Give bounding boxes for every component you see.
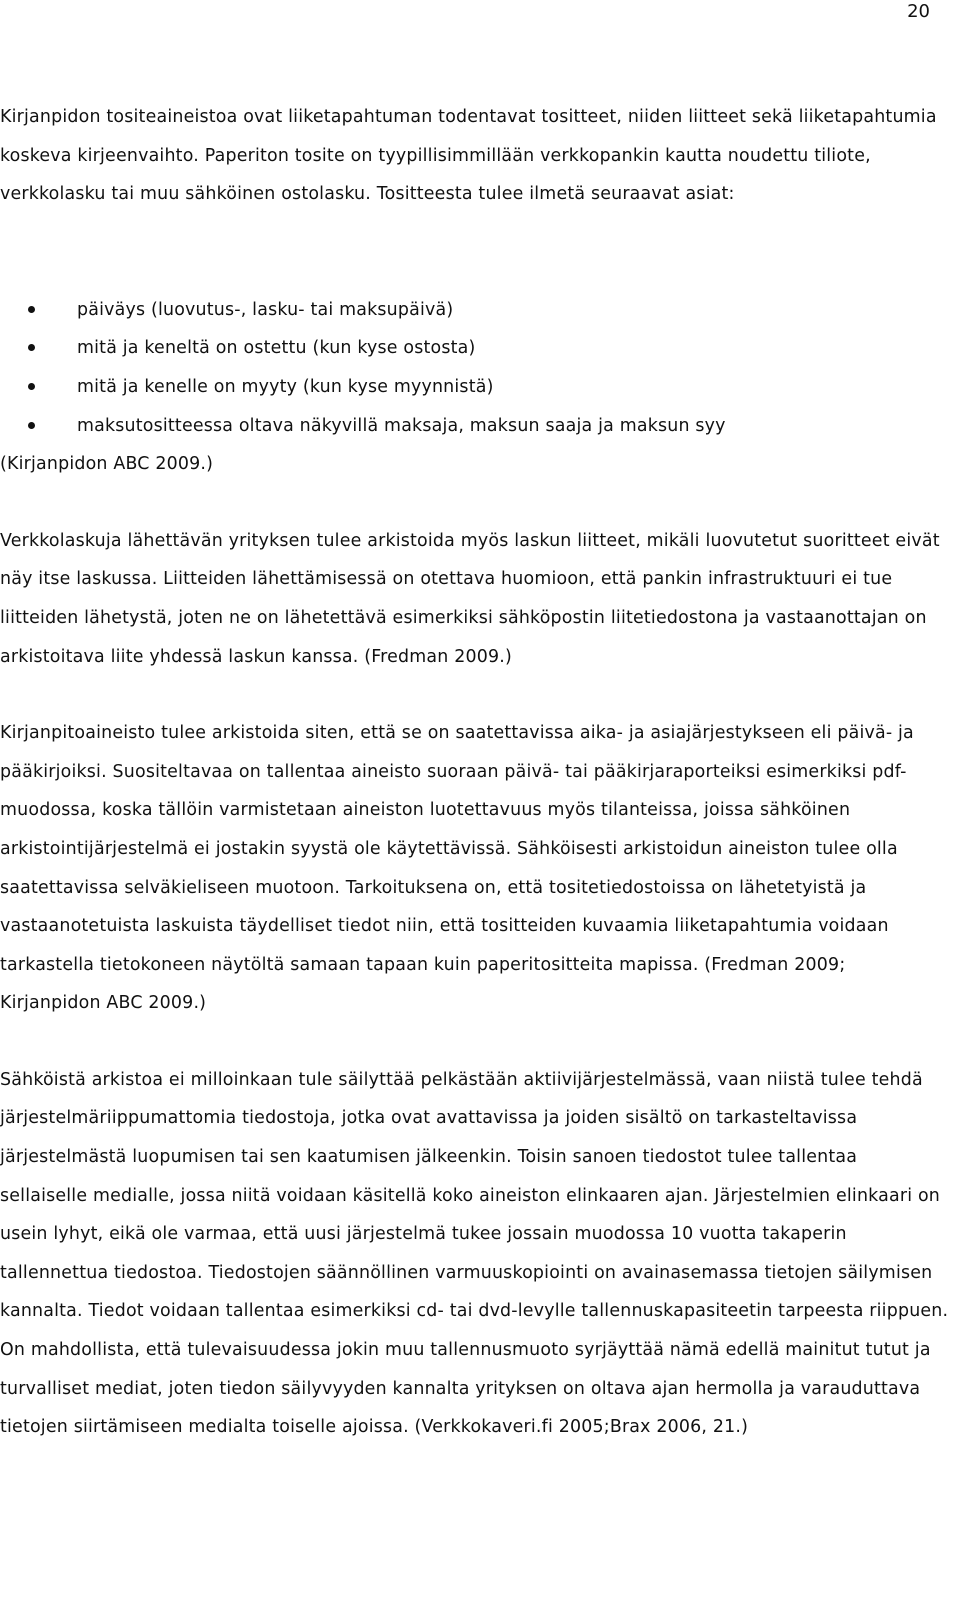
page-number: 20 <box>907 1 930 22</box>
list-item <box>0 407 950 446</box>
spacer <box>0 484 950 522</box>
bullet-icon <box>28 344 35 351</box>
list-item-text: mitä ja keneltä on ostettu (kun kyse ostosta) <box>77 338 476 359</box>
paragraph-2: Verkkolaskuja lähettävän yrityksen tulee arkistoida myös laskun liitteet, mikäli luovutetut suoritteet eivät näy itse laskussa. Liitteiden lähettämisessä on otettava huomioon, että pankin infrastruktuuri ei tue liitteiden lähetystä, joten ne on lähetettävä esimerkiksi sähköpostin liitetiedostona ja vastaanottajan on arkistoitava liite yhdessä laskun kanssa. (Fredman 2009.) <box>0 530 940 667</box>
bullet-icon <box>28 422 35 429</box>
list-item <box>0 329 950 368</box>
bullet-list <box>0 291 950 445</box>
spacer <box>0 676 950 714</box>
list-item-text: päiväys (luovutus-, lasku- tai maksupäivä) <box>77 299 454 320</box>
bullet-icon <box>28 383 35 390</box>
paragraph-4: Sähköistä arkistoa ei milloinkaan tule säilyttää pelkästään aktiivijärjestelmässä, vaan niistä tulee tehdä järjestelmäriippumattomia tiedostoja, jotka ovat avattavissa ja joiden sisältö on tarkasteltavissa järjestelmästä luopumisen tai sen kaatumisen jälkeenkin. Toisin sanoen tiedostot tulee tallentaa sellaiselle medialle, jossa niitä voidaan käsitellä koko aineiston elinkaaren ajan. Järjestelmien elinkaari on usein lyhyt, eikä ole varmaa, että uusi järjestelmä tukee jossain muodossa 10 vuotta takaperin tallennettua tiedostoa. Tiedostojen säännöllinen varmuuskopiointi on avainasemassa tietojen säilymisen kannalta. Tiedot voidaan tallentaa esimerkiksi cd- tai dvd-levylle tallennuskapasiteetin tarpeesta riippuen. On mahdollista, että tulevaisuudessa jokin muu tallennusmuoto syrjäyttää nämä edellä mainitut tutut ja turvalliset mediat, joten tiedon säilyvyyden kannalta yrityksen on oltava ajan hermolla ja varauduttava tietojen siirtämiseen medialta toiselle ajoissa. (Verkkokaveri.fi 2005;Brax 2006, 21.) <box>0 1069 949 1438</box>
list-item-text: mitä ja kenelle on myyty (kun kyse myynnistä) <box>77 376 494 397</box>
list-item <box>0 368 950 407</box>
spacer <box>0 214 950 291</box>
bullet-icon <box>28 306 35 313</box>
citation: (Kirjanpidon ABC 2009.) <box>0 454 214 475</box>
list-item <box>0 291 950 330</box>
list-item-text: maksutositteessa oltava näkyvillä maksaja, maksun saaja ja maksun syy <box>77 415 726 436</box>
paragraph-1: Kirjanpidon tositeaineistoa ovat liiketapahtuman todentavat tositteet, niiden liitteet sekä liiketapahtumia koskeva kirjeenvaihto. Paperiton tosite on tyypillisimmillään verkkopankin kautta noudettu tiliote, verkkolasku tai muu sähköinen ostolasku. Tositteesta tulee ilmetä seuraavat asiat: <box>0 107 937 205</box>
paragraph-3: Kirjanpitoaineisto tulee arkistoida siten, että se on saatettavissa aika- ja asiajärjestykseen eli päivä- ja pääkirjoiksi. Suositeltavaa on tallentaa aineisto suoraan päivä- tai pääkirjaraporteiksi esimerkiksi pdf-muodossa, koska tällöin varmistetaan aineiston luotettavuus myös tilanteissa, joissa sähköinen arkistointijärjestelmä ei jostakin syystä ole käytettävissä. Sähköisesti arkistoidun aineiston tulee olla saatettavissa selväkieliseen muotoon. Tarkoituksena on, että tositetiedostoissa on lähetetyistä ja vastaanotetuista laskuista täydelliset tiedot niin, että tositteiden kuvaamia liiketapahtumia voidaan tarkastella tietokoneen näytöltä samaan tapaan kuin paperitositteita mapissa. (Fredman 2009; Kirjanpidon ABC 2009.) <box>0 723 914 1014</box>
spacer <box>0 1023 950 1061</box>
document-body <box>0 98 950 1447</box>
